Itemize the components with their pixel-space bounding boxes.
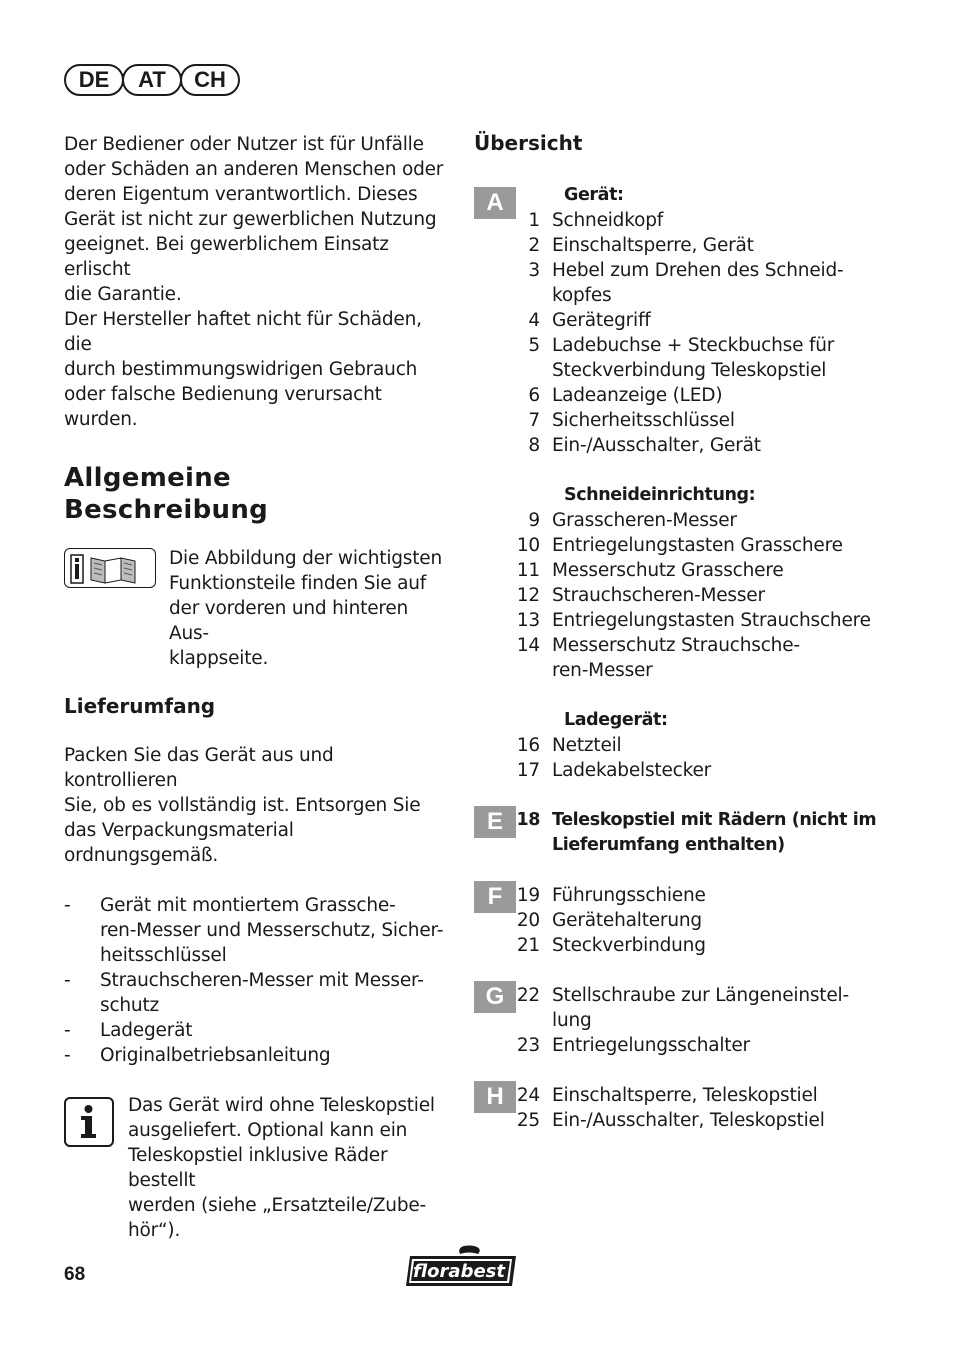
list-item: 23 Entriegelungsschalter bbox=[516, 1035, 750, 1056]
group-title-device: Gerät: bbox=[564, 185, 624, 205]
section-badge-h: H bbox=[474, 1081, 516, 1113]
list-item: 24 Einschaltsperre, Teleskopstiel bbox=[516, 1085, 818, 1106]
list-item: 11 Messerschutz Grasschere bbox=[516, 560, 784, 581]
section-badge-a: A bbox=[474, 187, 516, 219]
right-column bbox=[474, 130, 894, 1133]
info-book-icon bbox=[64, 548, 156, 588]
delivery-heading: Lieferumfang bbox=[64, 694, 216, 718]
info-note-text: Das Gerät wird ohne Teleskopstiel ausgeliefert. Optional kann ein Teleskopstiel inklusive Räder bestellt werden (siehe „Ersatzteile/Zube- hör“). bbox=[128, 1095, 435, 1241]
group-title-charger: Ladegerät: bbox=[564, 710, 668, 730]
list-item: 12 Strauchscheren-Messer bbox=[516, 585, 765, 606]
overview-section-f bbox=[474, 883, 894, 958]
section-badge-e: E bbox=[474, 806, 516, 838]
list-item: 2 Einschaltsperre, Gerät bbox=[528, 235, 754, 256]
lang-badge-de: DE bbox=[64, 64, 124, 96]
list-item: - Originalbetriebsanleitung bbox=[64, 1045, 331, 1066]
list-item: 21 Steckverbindung bbox=[516, 935, 706, 956]
list-item: - Ladegerät bbox=[64, 1020, 193, 1041]
general-description-heading: Allgemeine Beschreibung bbox=[64, 463, 269, 525]
section-badge-g: G bbox=[474, 981, 516, 1013]
list-item: - Strauchscheren-Messer mit Messer- schutz bbox=[64, 970, 424, 1016]
foldout-note-text: Die Abbildung der wichtigsten Funktionsteile finden Sie auf der vorderen und hinteren Aus- klappseite. bbox=[169, 548, 443, 669]
list-item: 20 Gerätehalterung bbox=[516, 910, 702, 931]
delivery-list bbox=[64, 893, 452, 1068]
info-note bbox=[64, 1093, 452, 1243]
lang-badge-ch: CH bbox=[180, 64, 240, 96]
list-item: 3 Hebel zum Drehen des Schneid- kopfes bbox=[528, 260, 844, 306]
info-icon bbox=[64, 1097, 114, 1147]
left-column bbox=[64, 132, 452, 1243]
logo-text: florabest bbox=[413, 1261, 505, 1282]
group-title-cutting: Schneideinrichtung: bbox=[564, 485, 756, 505]
overview-section-e bbox=[474, 808, 894, 858]
list-item: 18 Teleskopstiel mit Rädern (nicht im Lieferumfang enthalten) bbox=[516, 810, 877, 855]
list-item: 19 Führungsschiene bbox=[516, 885, 706, 906]
florabest-logo bbox=[404, 1244, 520, 1290]
overview-section-g bbox=[474, 983, 894, 1058]
overview-heading: Übersicht bbox=[474, 131, 583, 155]
overview-section-a bbox=[474, 183, 894, 783]
list-item: 10 Entriegelungstasten Grasschere bbox=[516, 535, 843, 556]
list-item: 17 Ladekabelstecker bbox=[516, 760, 712, 781]
page-number: 68 bbox=[64, 1264, 86, 1285]
lang-badge-at: AT bbox=[122, 64, 182, 96]
list-item: 7 Sicherheitsschlüssel bbox=[528, 410, 735, 431]
list-item: 4 Gerätegriff bbox=[528, 310, 651, 331]
list-item: - Gerät mit montiertem Grassche- ren-Messer und Messerschutz, Sicher- heitsschlüssel bbox=[64, 895, 444, 966]
section-badge-f: F bbox=[474, 881, 516, 913]
list-item: 5 Ladebuchse + Steckbuchse für Steckverbindung Teleskopstiel bbox=[528, 335, 835, 381]
foldout-note bbox=[64, 546, 452, 671]
list-item: 1 Schneidkopf bbox=[528, 210, 664, 231]
list-item: 6 Ladeanzeige (LED) bbox=[528, 385, 723, 406]
list-item: 9 Grasscheren-Messer bbox=[528, 510, 737, 531]
list-item: 8 Ein-/Ausschalter, Gerät bbox=[528, 435, 761, 456]
list-item: 16 Netzteil bbox=[516, 735, 622, 756]
list-item: 14 Messerschutz Strauchsche- ren-Messer bbox=[516, 635, 800, 681]
overview-section-h bbox=[474, 1083, 894, 1133]
language-badges bbox=[64, 64, 238, 96]
delivery-paragraph: Packen Sie das Gerät aus und kontrollieren Sie, ob es vollständig ist. Entsorgen Sie das Verpackungsmaterial ordnungsgemäß. bbox=[64, 745, 421, 866]
list-item: 13 Entriegelungstasten Strauchschere bbox=[516, 610, 871, 631]
intro-paragraph: Der Bediener oder Nutzer ist für Unfälle oder Schäden an anderen Menschen oder deren Eigentum verantwortlich. Dieses Gerät ist nicht zur gewerblichen Nutzung geeignet. Bei gewerblichem Einsatz erlischt die Garantie. Der Hersteller haftet nicht für Schäden, die durch bestimmungswidrigen Gebrauch oder falsche Bedienung verursacht wurden. bbox=[64, 134, 444, 430]
list-item: 25 Ein-/Ausschalter, Teleskopstiel bbox=[516, 1110, 825, 1131]
list-item: 22 Stellschraube zur Längeneinstel- lung bbox=[516, 985, 849, 1031]
